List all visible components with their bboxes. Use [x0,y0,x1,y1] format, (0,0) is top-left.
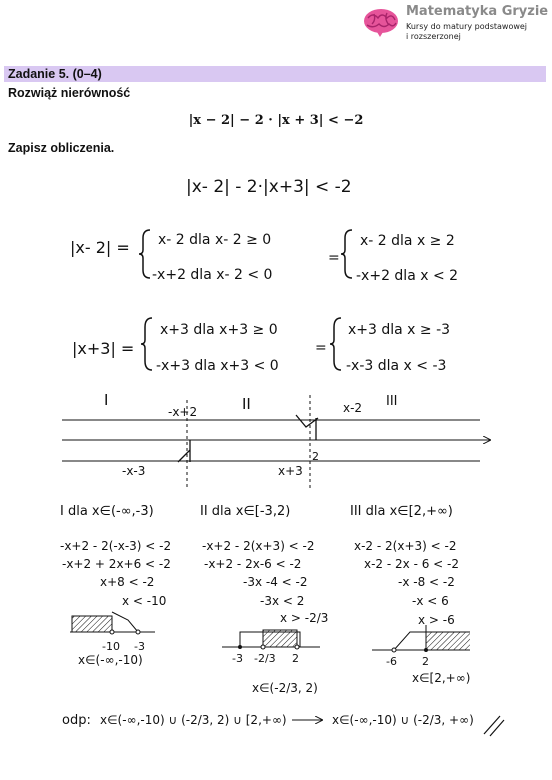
case-III-step4: -x < 6 [412,594,449,608]
case-II-header: II dla x∈[-3,2) [200,504,291,519]
task-title: Zadanie 5. (0–4) [8,67,102,81]
brand-subtitle-line2: i rozszerzonej [406,32,461,41]
diagram-top-right-label: x-2 [343,401,363,415]
task-inequality: |x − 2| − 2 · |x + 3| < −2 [188,113,364,128]
abs2-simp1: x+3 dla x ≥ -3 [348,322,451,338]
abs2-eq: = [315,340,327,356]
solution-inequality: |x- 2| - 2·|x+3| < -2 [186,177,352,197]
abs2-brace-simplified [330,318,341,370]
abs2-simp2: -x-3 dla x < -3 [346,358,447,374]
case-II-step3: -3x -4 < -2 [243,575,308,589]
case-I-tick-a: -10 [102,640,120,653]
zone-III-label: III [386,394,398,409]
case-II [200,504,328,695]
case-III-tick-a: -6 [386,655,397,668]
case-II-step1: -x+2 - 2(x+3) < -2 [202,539,315,553]
zone-II-label: II [242,395,251,413]
case-III-header: III dla x∈[2,+∞) [350,504,453,519]
case-II-tick-b: -2/3 [254,652,276,665]
abs1-brace [139,230,150,278]
answer-union: x∈(-∞,-10) ∪ (-2/3, 2) ∪ [2,+∞) [100,713,287,727]
diagram-bottom-right-label: x+3 [278,464,303,478]
case-I-tick-b: -3 [134,640,145,653]
abs2-case1: x+3 dla x+3 ≥ 0 [160,322,278,338]
case-II-tick-a: -3 [232,652,243,665]
abs1-lhs: |x- 2| = [70,238,130,257]
sign-diagram [62,391,490,490]
case-I-header: I dla x∈(-∞,-3) [60,504,154,519]
abs1-eq: = [328,250,340,266]
case-III [350,504,470,685]
answer-final: x∈(-∞,-10) ∪ (-2/3, +∞) [332,713,474,727]
case-II-result: x∈(-2/3, 2) [252,681,318,695]
diagram-top-left-label: -x+2 [168,405,198,419]
case-I-step1: -x+2 - 2(-x-3) < -2 [60,539,172,553]
case-I-step2: -x+2 + 2x+6 < -2 [62,557,171,571]
abs1-case2: -x+2 dla x- 2 < 0 [152,267,273,283]
case-II-step5: x > -2/3 [280,611,329,625]
calc-label: Zapisz obliczenia. [8,141,115,155]
diagram-point-label: 2 [312,450,319,463]
case-III-step1: x-2 - 2(x+3) < -2 [354,539,457,553]
diagram-bottom-left-label: -x-3 [122,464,146,478]
task-instruction: Rozwiąż nierówność [8,86,131,100]
abs1-case1: x- 2 dla x- 2 ≥ 0 [158,232,272,248]
brand-name: Matematyka Gryzie [406,4,549,19]
case-III-result: x∈[2,+∞) [412,671,471,685]
abs2-brace [141,318,152,370]
case-II-tick-c: 2 [292,652,299,665]
brand-subtitle-line1: Kursy do matury podstawowej [406,22,528,31]
case-II-step4: -3x < 2 [260,594,305,608]
case-III-step2: x-2 - 2x - 6 < -2 [364,557,460,571]
answer-prefix: odp: [62,713,91,728]
case-III-step3: -x -8 < -2 [398,575,455,589]
case-I [60,504,171,667]
case-I-step4: x < -10 [122,594,167,608]
abs2-lhs: |x+3| = [72,339,135,358]
case-II-step2: -x+2 - 2x-6 < -2 [204,557,302,571]
case-III-step5: x > -6 [418,613,455,627]
zone-I-label: I [104,391,109,409]
abs2-case2: -x+3 dla x+3 < 0 [156,358,279,374]
abs1-simp2: -x+2 dla x < 2 [356,268,459,284]
answer [62,713,504,736]
case-I-step3: x+8 < -2 [100,575,155,589]
abs1-brace-simplified [341,230,352,278]
abs1-simp1: x- 2 dla x ≥ 2 [360,233,455,249]
case-I-result: x∈(-∞,-10) [78,653,143,667]
case-III-tick-b: 2 [422,655,429,668]
